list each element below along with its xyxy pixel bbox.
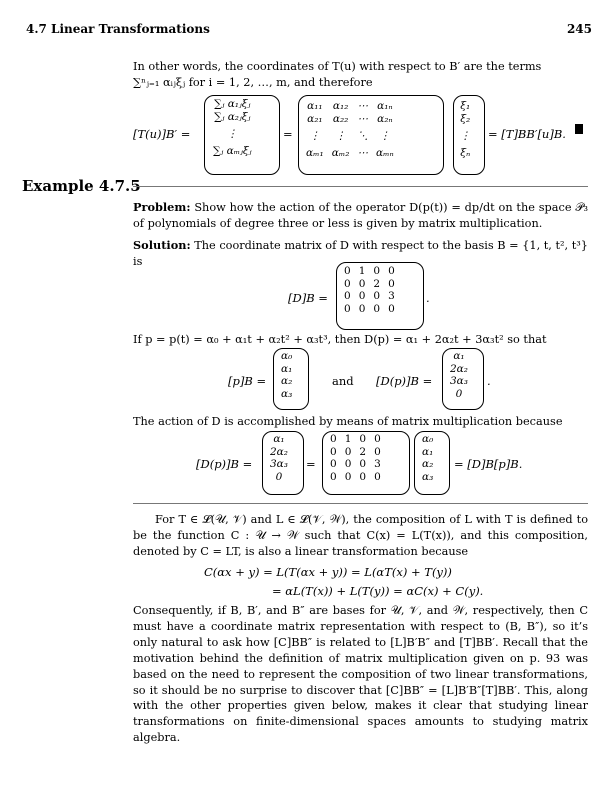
d-matrix (340, 265, 399, 315)
matrix-cell: 0 (373, 302, 381, 315)
vector-entry: 0 (455, 387, 463, 400)
final-dp-vector (266, 433, 292, 483)
vector-entry: 3α₃ (450, 375, 468, 387)
eq1-matrix (302, 100, 398, 160)
matrix-cell: ⋮ (379, 129, 391, 142)
and-word: and (332, 374, 354, 388)
vector-entry: 3α₃ (270, 458, 288, 470)
action-line: The action of D is accomplished by means of matrix multiplication because (133, 415, 563, 428)
example-rule (133, 186, 588, 187)
matrix-cell: αₘ₁ (306, 147, 324, 159)
vector-entry: α₁ (422, 445, 434, 458)
p-vector-lhs: [p]B = (228, 374, 267, 388)
example-label: Example 4.7.5 (22, 177, 141, 195)
matrix-cell: 0 (374, 445, 381, 458)
matrix-cell: 0 (344, 302, 351, 315)
vector-entry: α₃ (422, 470, 434, 483)
vector-entry: α₁ (281, 362, 293, 375)
matrix-cell: ⋯ (357, 147, 368, 159)
matrix-cell: ⋱ (357, 129, 368, 142)
if-line: If p = p(t) = α₀ + α₁t + α₂t² + α₃t³, then D(p) = α₁ + 2α₂t + 3α₃t² so that (133, 333, 547, 346)
matrix-cell: 0 (374, 433, 381, 445)
xi-entry: ξ₁ (460, 100, 471, 112)
matrix-cell: 3 (388, 290, 395, 302)
composition-paragraph: For T ∈ 𝓛(𝒰, 𝒱) and L ∈ 𝓛(𝒱, 𝒲), the composition of L with T is defined to be the function C : 𝒰 → 𝒲 such that C(x) = L(T(x)), and this composition, denoted by C = LT, is also a linear transformation because (133, 513, 588, 558)
solution-label: Solution: (133, 238, 191, 252)
matrix-cell: 0 (330, 445, 337, 458)
vector-entry: α₁ (453, 350, 465, 362)
eq1-rhs: = [T]BB′[u]B. (488, 127, 566, 141)
matrix-cell: 0 (330, 470, 337, 483)
matrix-cell: 0 (358, 302, 366, 315)
page-number: 245 (566, 22, 592, 36)
matrix-cell: 0 (330, 458, 337, 470)
dp-vector (446, 350, 472, 400)
vector-entry: 2α₂ (450, 362, 468, 375)
composition-eq-line-2: = αL(T(x)) + L(T(y)) = αC(x) + C(y). (272, 584, 484, 598)
matrix-cell: 2 (359, 445, 367, 458)
matrix-cell: 0 (344, 290, 351, 302)
intro-line-1: In other words, the coordinates of T(u) with respect to B′ are the terms (133, 60, 542, 73)
xi-entry: ⋮ (460, 130, 471, 142)
final-rhs: = [D]B[p]B. (454, 457, 523, 471)
section-header: 4.7 Linear Transformations (26, 22, 210, 36)
vector-entry: α₂ (281, 375, 293, 387)
solution-text: The coordinate matrix of D with respect to the basis B = {1, t, t², t³} is (133, 239, 588, 268)
eq1-vector-entry: ⋮ (226, 128, 238, 140)
matrix-cell: 0 (344, 277, 351, 290)
qed-square-icon (575, 124, 583, 134)
problem-paragraph (133, 200, 588, 232)
composition-eq-line-1: C(αx + y) = L(T(αx + y)) = L(αT(x) + T(y)) (204, 565, 452, 579)
matrix-cell: 0 (373, 290, 381, 302)
matrix-cell: α₂₁ (307, 112, 323, 125)
matrix-cell: 0 (388, 265, 395, 277)
d-matrix-lhs: [D]B = (288, 291, 328, 305)
p-vector (277, 350, 296, 400)
matrix-cell: 0 (374, 470, 381, 483)
vector-entry: 0 (275, 470, 283, 483)
matrix-cell: 0 (373, 265, 381, 277)
matrix-cell: 0 (344, 445, 352, 458)
vector-entry: 2α₂ (270, 445, 288, 458)
matrix-cell: α₁₂ (332, 100, 349, 112)
matrix-cell: α₂ₙ (377, 112, 393, 125)
matrix-cell: 0 (359, 458, 367, 470)
matrix-cell: 0 (358, 290, 366, 302)
matrix-cell: ⋯ (357, 100, 368, 112)
eq1-xi-vector (456, 100, 475, 160)
consequence-paragraph: Consequently, if B, B′, and B″ are bases for 𝒰, 𝒱, and 𝒲, respectively, then C must have a coordinate matrix representation with respect to (B, B″), so it’s only natural to ask how [C]BB″ is related to [L]B′B″ and [T]BB′. Recall that the motivation behind the definition of matrix multiplication given on p. 93 was based on the need to represent the composition of two linear transformations, so it should be no surprise to discover that [C]BB″ = [L]B′B″[T]BB′. This, along with the other properties given below, makes it clear that studying linear transformations on finite-dimensional spaces amounts to studying matrix algebra. (133, 604, 588, 745)
matrix-cell: 0 (344, 470, 352, 483)
eq1-vector-entry: ∑ⱼ αₘⱼξⱼ (213, 145, 252, 157)
intro-line-2: ∑ⁿⱼ₌₁ αᵢⱼξⱼ for i = 1, 2, …, m, and therefore (133, 76, 373, 89)
matrix-cell: 0 (344, 458, 352, 470)
matrix-cell: 0 (388, 302, 395, 315)
matrix-cell: 0 (358, 277, 366, 290)
matrix-cell: αₘ₂ (331, 147, 350, 159)
matrix-cell: 0 (359, 433, 367, 445)
matrix-cell: ⋯ (357, 112, 368, 125)
xi-entry: ξₙ (460, 147, 471, 159)
page: 4.7 Linear Transformations 245 In other words, the coordinates of T(u) with respect to B′ are the terms ∑ⁿⱼ₌₁ αᵢⱼξⱼ for i = 1, 2, …, m, and therefore [T(u)]B′ = ∑ⱼ α₁ⱼξⱼ ∑ⱼ α₂ⱼξⱼ ⋮ ∑ⱼ αₘⱼξⱼ = α₁₁ α₁₂ ⋯ α₁ₙ α₂₁ α₂₂ ⋯ α₂ₙ ⋮ ⋮ ⋱ ⋮ αₘ₁ αₘ₂ ⋯ αₘₙ ξ₁ ξ₂ ⋮ ξₙ = [T]BB′[u]B. Example 4.7.5 Problem: Show how the action of the operator D(p(t)) = dp/dt on the space 𝒫₃ of polynomials of degree three or less is given by matrix multiplication. Solution: The coordinate matrix of D with respect to the basis B = {1, t, t², t³} is [D]B = 0 1 0 0 0 0 2 0 0 0 0 3 0 0 0 0 . If p = p(t) = α₀ + α₁t + α₂t² + α₃t³, then D(p) = α₁ + 2α₂t + 3α₃t² so that [p]B = α₀ α₁ α₂ α₃ and [D(p)]B = α₁ 2α₂ 3α₃ 0 . The action of D is accomplished by means of matrix multiplication because [D(p)]B = α₁ 2α₂ 3α₃ 0 = 0 1 0 0 0 0 2 0 0 0 0 3 0 0 0 0 α₀ α₁ α₂ α₃ = [D]B[p]B. For T ∈ 𝓛(𝒰, 𝒱) and L ∈ 𝓛(𝒱, 𝒲), the composition of L with T is defined to be the function C : 𝒰 → 𝒲 such that C(x) = L(T(x)), and this composition, denoted by C = LT, is also a linear transformation because C(αx + y) = L(T(αx + y)) = L(αT(x) + T(y)) = αL(T(x)) + L(T(y)) = αC(x) + C(y). Consequently, if B, B′, and B″ are bases for 𝒰, 𝒱, and 𝒲, respectively, then C must have a coordinate matrix representation with respect to (B, B″), so it’s only natural to ask how [C]BB″ is related to [L]B′B″ and [T]BB′. Recall that the motivation behind the definition of matrix multiplication given on p. 93 was based on the need to represent the composition of two linear transformations, so it should be no surprise to discover that [C]BB″ = [L]B′B″[T]BB′. This, along with the other properties given below, makes it clear that studying linear transformations on finite-dimensional spaces amounts to studying matrix algebra. (22, 22, 592, 745)
matrix-cell: α₁₁ (307, 100, 323, 112)
matrix-cell: αₘₙ (376, 147, 394, 159)
final-d-matrix (326, 433, 385, 483)
vector-entry: α₀ (422, 433, 434, 445)
eq1-vector-entry: ∑ⱼ α₁ⱼξⱼ (214, 98, 251, 110)
vector-entry: α₃ (281, 387, 293, 400)
matrix-cell: 0 (344, 265, 351, 277)
matrix-cell: 0 (359, 470, 367, 483)
final-lhs: [D(p)]B = (196, 457, 253, 471)
matrix-cell: 2 (373, 277, 381, 290)
final-p-vector (418, 433, 437, 483)
problem-text: Show how the action of the operator D(p(t)) = dp/dt on the space 𝒫₃ of polynomials of degree three or less is given by matrix multiplication. (133, 201, 589, 230)
eq1-lhs: [T(u)]B′ = (133, 127, 191, 141)
dp-vector-lhs: [D(p)]B = (376, 374, 433, 388)
example-end-rule (133, 503, 588, 504)
matrix-cell: ⋮ (335, 129, 346, 142)
matrix-cell: 0 (330, 433, 337, 445)
vector-entry: α₁ (273, 433, 285, 445)
matrix-cell: α₁ₙ (377, 100, 393, 112)
matrix-cell: 1 (358, 265, 366, 277)
eq1-vector-entry: ∑ⱼ α₂ⱼξⱼ (214, 110, 251, 123)
xi-entry: ξ₂ (460, 112, 471, 125)
eq1-vector (209, 98, 255, 158)
matrix-cell: 1 (344, 433, 352, 445)
problem-label: Problem: (133, 200, 191, 214)
matrix-cell: α₂₂ (332, 112, 349, 125)
vector-entry: α₂ (422, 458, 434, 470)
matrix-cell: ⋮ (309, 130, 321, 142)
matrix-cell: 3 (374, 458, 381, 470)
vector-entry: α₀ (281, 350, 293, 362)
matrix-cell: 0 (388, 277, 395, 290)
